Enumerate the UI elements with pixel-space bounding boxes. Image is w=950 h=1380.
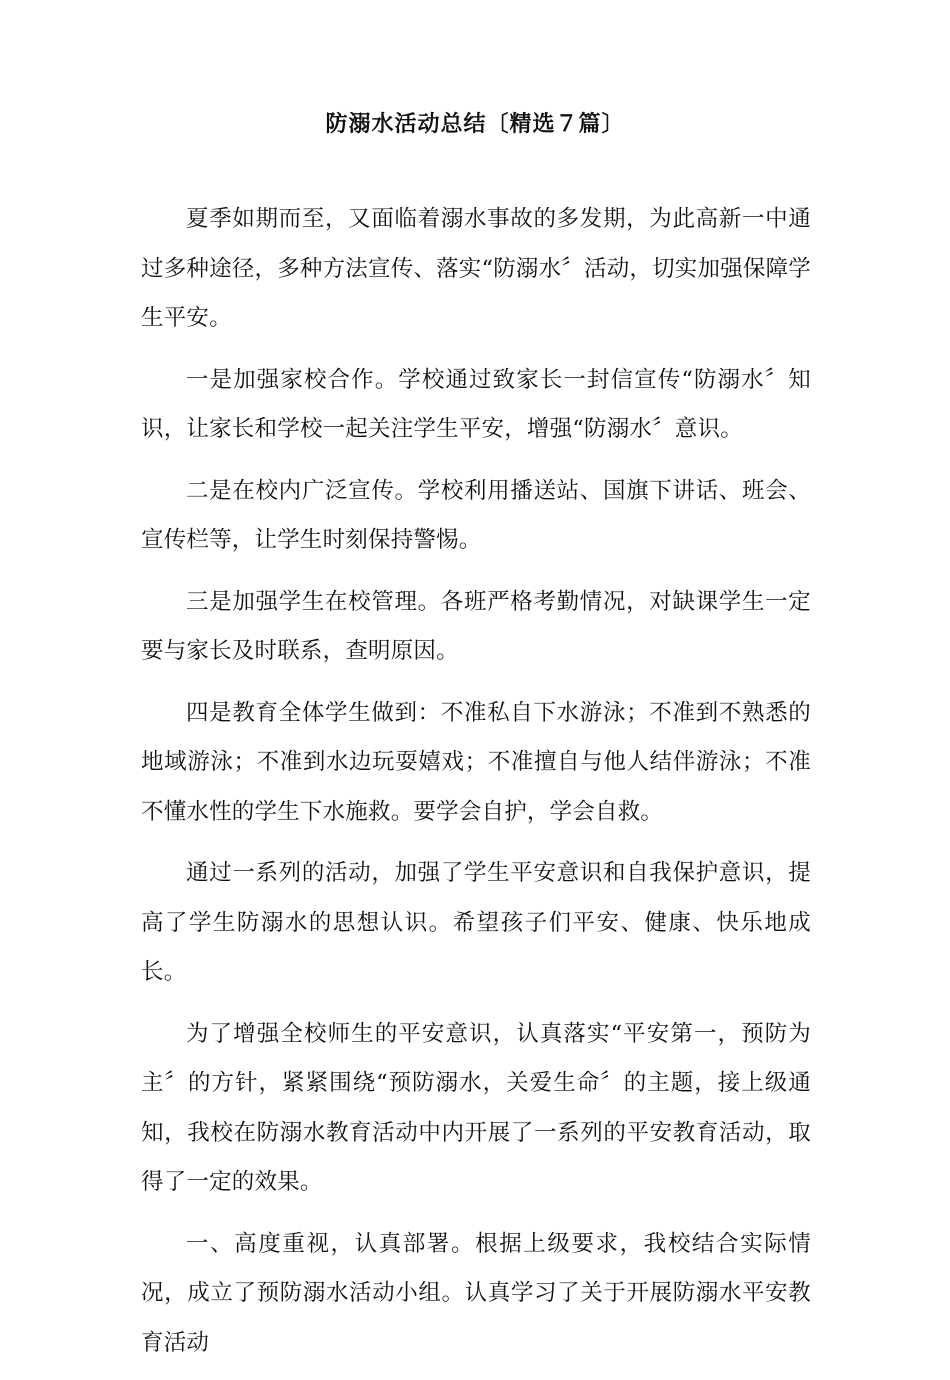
paragraph: 通过一系列的活动，加强了学生平安意识和自我保护意识，提高了学生防溺水的思想认识。希望孩子们平安、健康、快乐地成长。 (141, 860, 811, 985)
paragraph: 夏季如期而至，又面临着溺水事故的多发期，为此高新一中通过多种途径，多种方法宣传、落实“防溺水〞活动，切实加强保障学生平安。 (141, 206, 812, 331)
paragraph: 四是教育全体学生做到：不准私自下水游泳；不准到不熟悉的地域游泳；不准到水边玩耍嬉戏；不准擅自与他人结伴游泳；不准不懂水性的学生下水施救。要学会自护，学会自救。 (141, 699, 811, 825)
document-title: 防溺水活动总结〔精选７篇〕 (325, 111, 625, 137)
document-body (141, 195, 811, 1380)
paragraph: 一是加强家校合作。学校通过致家长一封信宣传“防溺水〞知识，让家长和学校一起关注学生平安，增强“防溺水〞意识。 (141, 366, 811, 442)
paragraph: 一、高度重视，认真部署。根据上级要求，我校结合实际情况，成立了预防溺水活动小组。认真学习了关于开展防溺水平安教育活动 (141, 1230, 811, 1356)
paragraph: 二是在校内广泛宣传。学校利用播送站、国旗下讲话、班会、宣传栏等，让学生时刻保持警惕。 (141, 477, 811, 553)
paragraph: 为了增强全校师生的平安意识，认真落实“平安第一，预防为主〞的方针，紧紧围绕“预防溺水，关爱生命〞的主题，接上级通知，我校在防溺水教育活动中内开展了一系列的平安教育活动，取得了一定的效果。 (141, 1020, 811, 1195)
paragraph: 三是加强学生在校管理。各班严格考勤情况，对缺课学生一定要与家长及时联系，查明原因。 (141, 588, 811, 664)
